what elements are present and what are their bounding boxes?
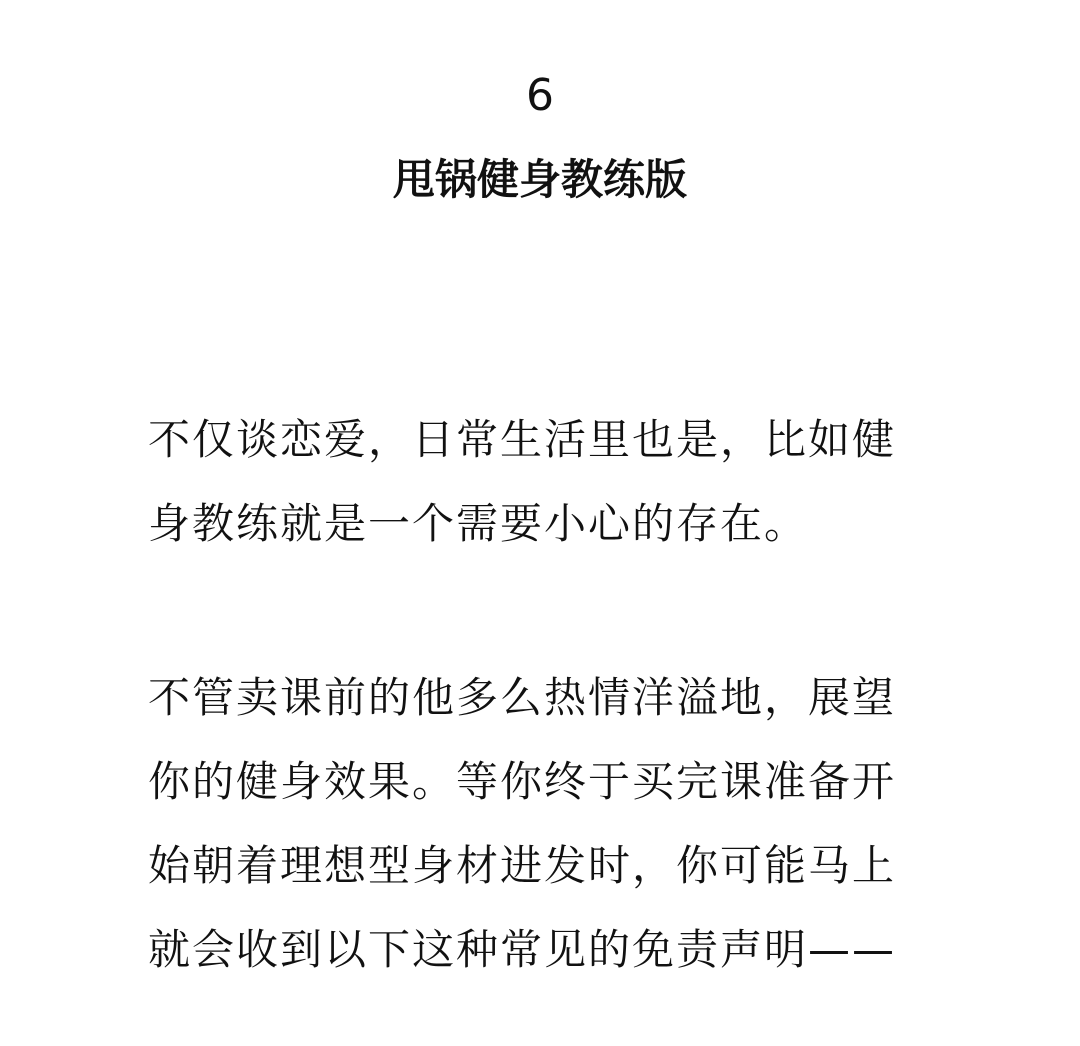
paragraph-1 bbox=[148, 398, 948, 566]
paragraph-line: 不管卖课前的他多么热情洋溢地，展望 bbox=[148, 673, 897, 722]
paragraph-line: 不仅谈恋爱，日常生活里也是，比如健 bbox=[148, 415, 897, 464]
paragraph-line: 你的健身效果。等你终于买完课准备开 bbox=[148, 757, 897, 806]
paragraph-line: 身教练就是一个需要小心的存在。 bbox=[148, 499, 809, 548]
section-number: 6 bbox=[526, 70, 554, 121]
paragraph-text bbox=[148, 398, 948, 566]
paragraph-line: 始朝着理想型身材进发时，你可能马上 bbox=[148, 841, 897, 890]
paragraph-text bbox=[148, 656, 948, 992]
paragraph-line: 就会收到以下这种常见的免责声明—— bbox=[148, 925, 897, 974]
section-title: 甩锅健身教练版 bbox=[392, 155, 687, 204]
paragraph-2 bbox=[148, 656, 948, 992]
